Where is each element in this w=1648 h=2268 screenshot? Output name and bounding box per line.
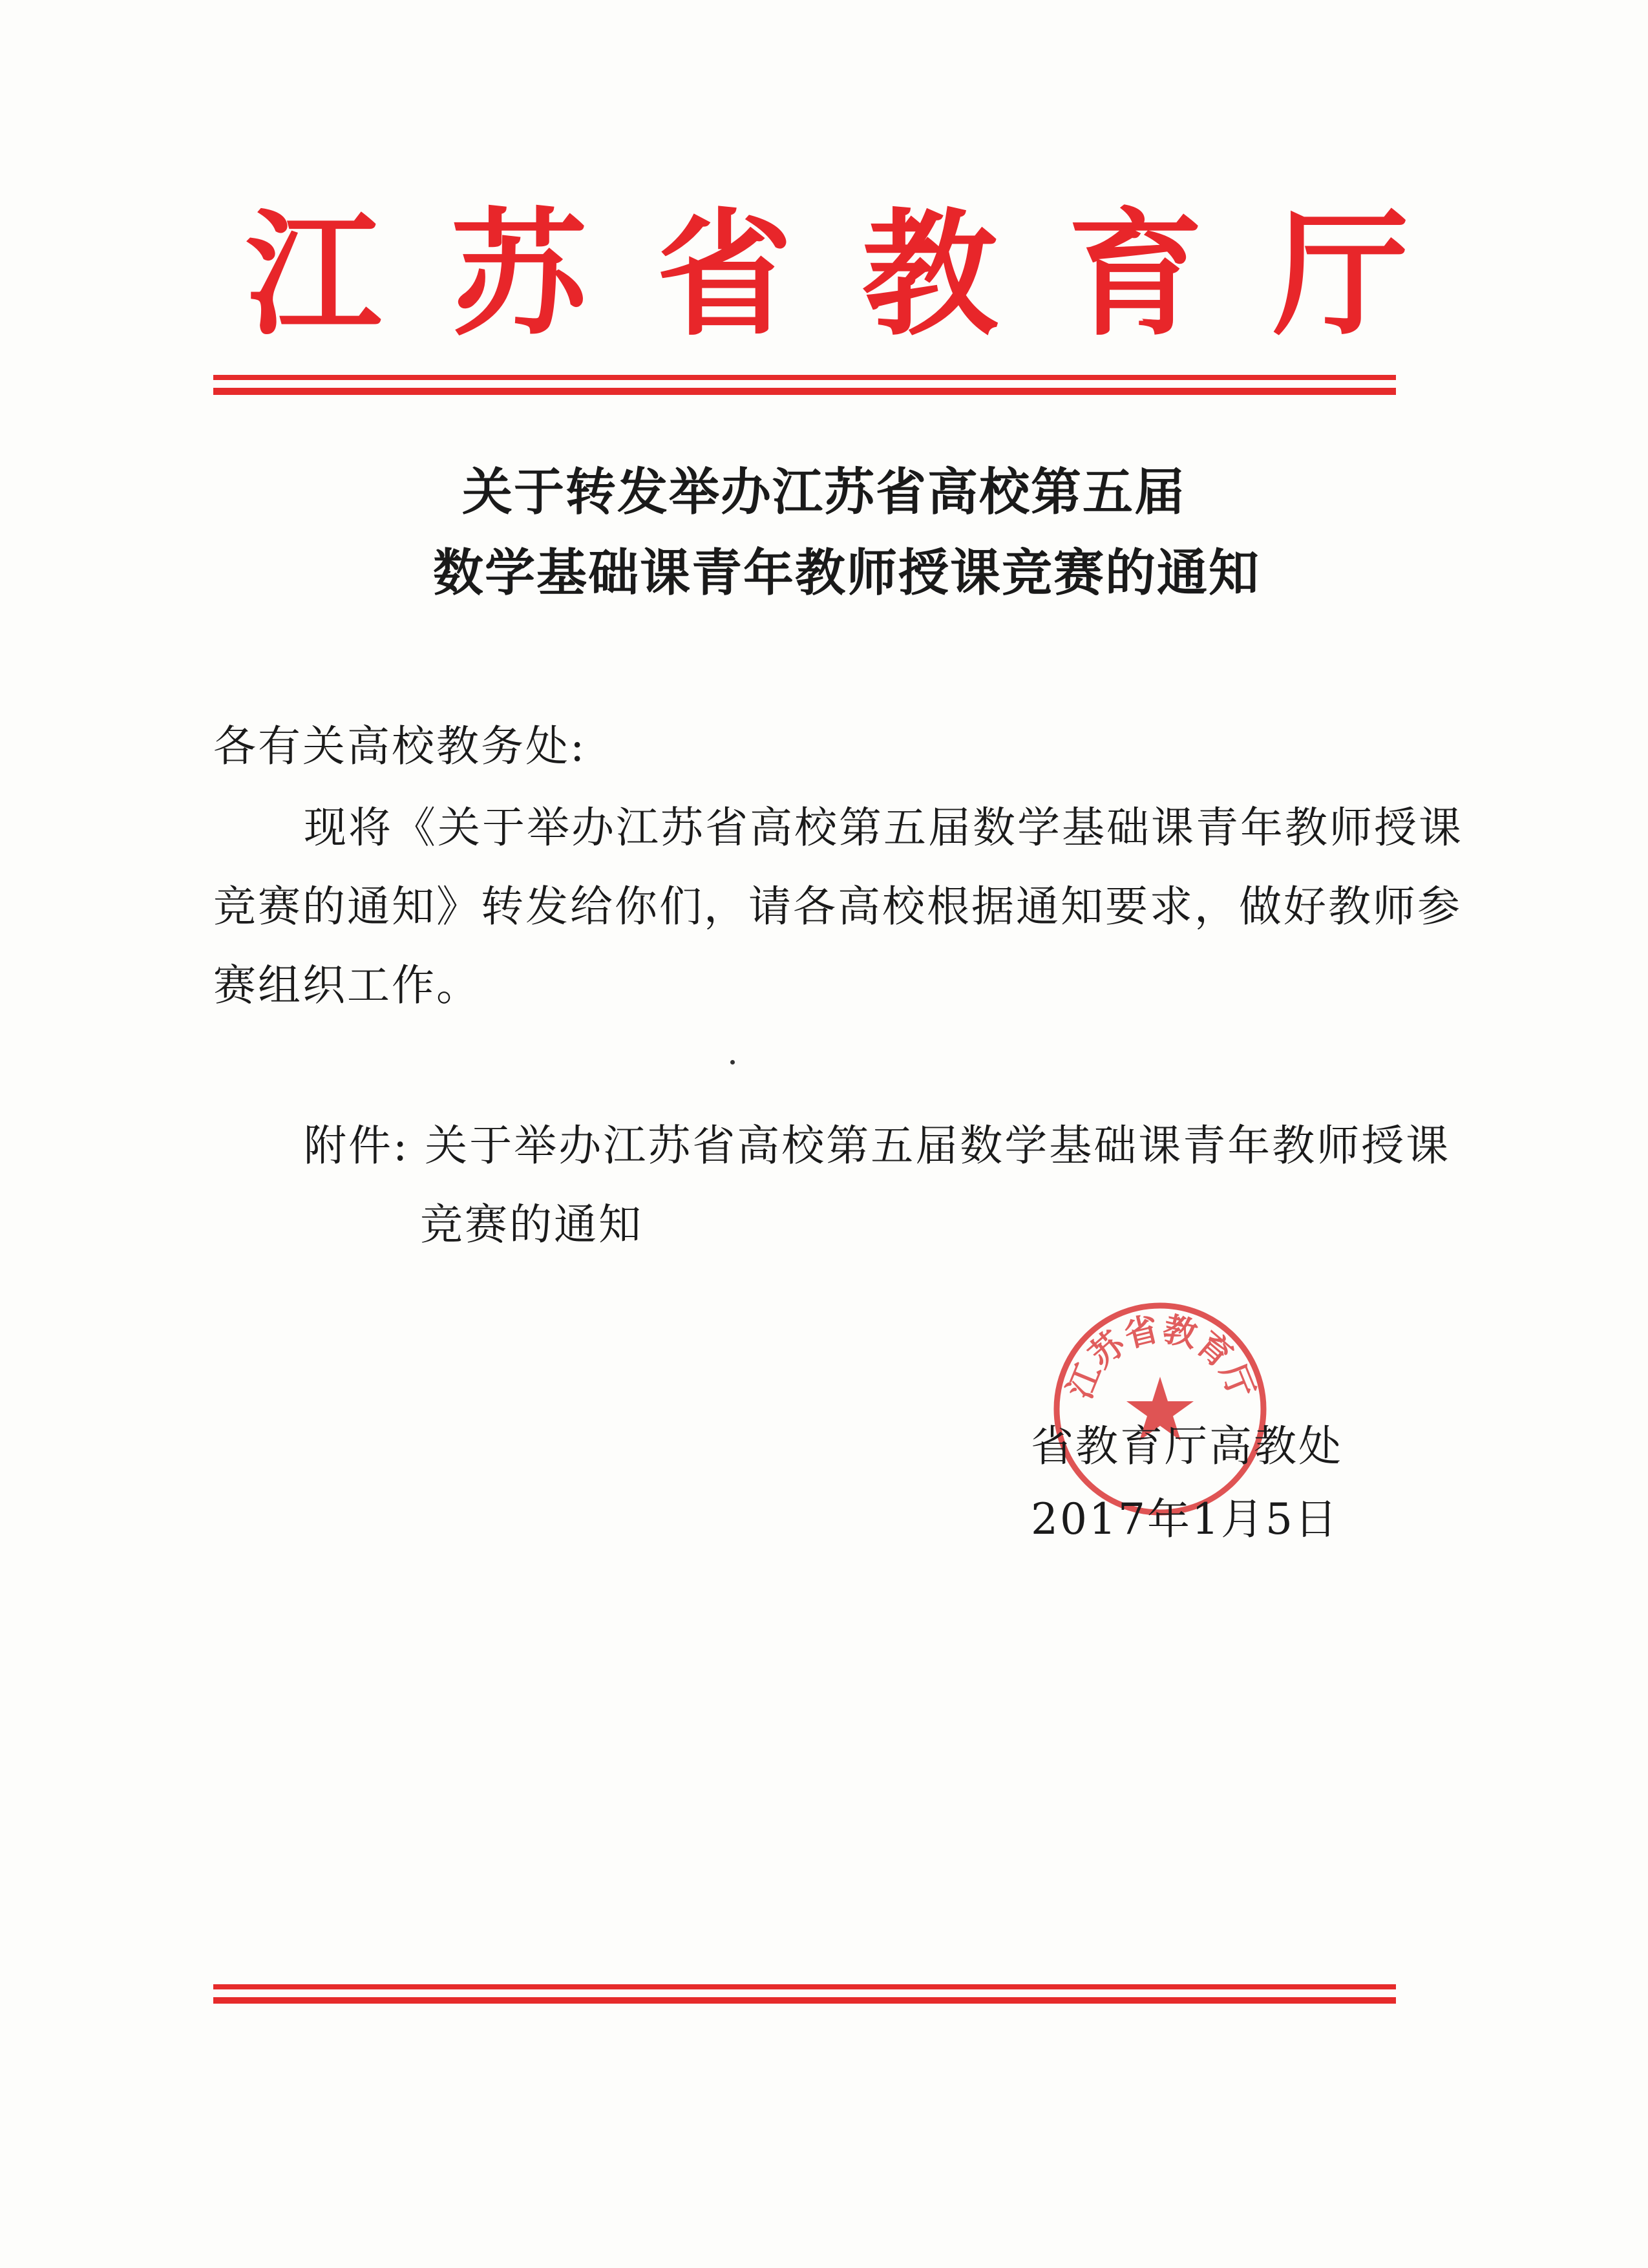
seal-text: 江苏省教育厅: [1059, 1309, 1262, 1404]
footer-rule-thick: [213, 1997, 1396, 2004]
attachment-line: 竞赛的通知: [420, 1200, 643, 1249]
addressee: 各有关高校教务处:: [213, 721, 587, 771]
body-paragraph-line: 竞赛的通知》转发给你们，请各高校根据通知要求，做好教师参: [213, 882, 1462, 931]
letterhead-char: 苏: [450, 195, 587, 354]
attachment-line: 附件: 关于举办江苏省高校第五届数学基础课青年教师授课: [304, 1121, 1451, 1171]
letterhead-char: 教: [861, 195, 998, 354]
letterhead-title: [246, 195, 1409, 354]
official-seal: [1050, 1299, 1270, 1519]
header-rule-thick: [213, 388, 1396, 395]
scan-speck: [730, 1060, 735, 1065]
issuer: 省教育厅高教处: [1031, 1421, 1343, 1471]
body-paragraph-line: 赛组织工作。: [213, 960, 481, 1010]
letterhead-char: 育: [1067, 195, 1203, 354]
letterhead-char: 江: [246, 195, 382, 354]
document-title: [0, 452, 1648, 614]
letterhead-char: 厅: [1273, 195, 1409, 354]
footer-rule-thin: [213, 1984, 1396, 1989]
body-paragraph-line: 现将《关于举办江苏省高校第五届数学基础课青年教师授课: [304, 803, 1463, 853]
letterhead-char: 省: [656, 195, 792, 354]
header-rule-thin: [213, 375, 1396, 380]
title-line-2: 数学基础课青年教师授课竞赛的通知: [432, 543, 1260, 602]
title-line-1: 关于转发举办江苏省高校第五届: [461, 463, 1186, 522]
issue-date: 2017年1月5日: [1031, 1494, 1339, 1544]
